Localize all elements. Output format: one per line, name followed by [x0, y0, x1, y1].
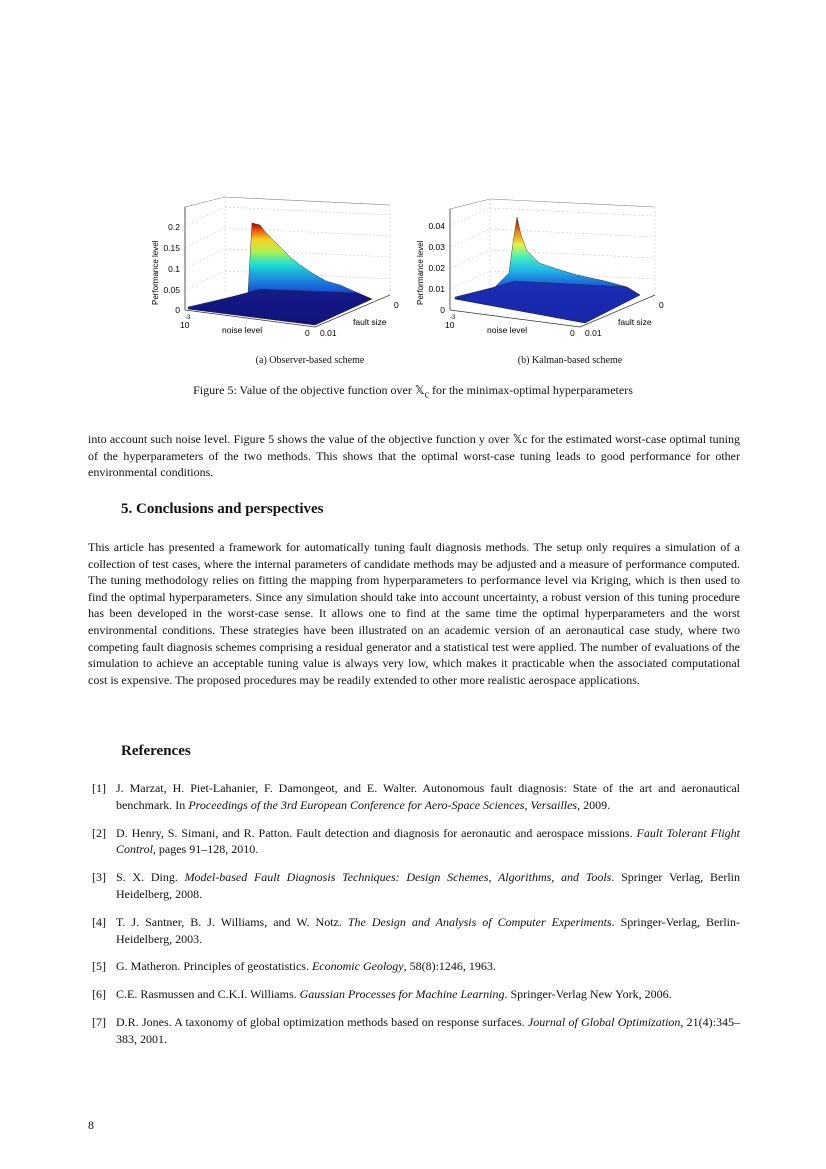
conclusion-paragraph: This article has presented a framework for automatically tuning fault diagnosis methods. The setup only requires a simulation of a collection of test cases, where the internal parameters of candidate methods may be adjusted and a measure of performance computed. The tuning methodology relies on fitting the mapping from hyperparameters to performance level via Kriging, which is then used to find the optimal hyperparameters. Since any simulation should take into account uncertainty, a robust version of this tuning procedure has been developed in the worst-case sense. It allows one to find at the same time the optimal hyperparameters and the worst environmental conditions. These strategies have been illustrated on an academic version of an aeronautical case study, where two competing fault diagnosis schemes comprising a residual generator and a statistical test were applied. The number of evaluations of the simulation to achieve an acceptable tuning value is always very low, which makes it practicable when the associated computational cost is expensive. The proposed procedures may be readily extended to other more realistic aerospace applications. — [88, 540, 740, 687]
reference-number: [1] — [92, 781, 106, 795]
panel-a-gridline — [185, 207, 225, 226]
reference-item — [92, 914, 740, 948]
reference-text: T. J. Santner, B. J. Williams, and W. Notz. — [116, 914, 348, 929]
figure-5-plots — [140, 195, 680, 375]
panel-b-xtick-exp: -3 — [450, 315, 456, 321]
reference-item — [92, 780, 740, 814]
panel-a-gridline — [225, 228, 390, 236]
references-heading: References — [121, 743, 191, 759]
figure-5 — [140, 195, 680, 375]
panel-b-xtick-right: 0 — [570, 328, 575, 338]
reference-number: [2] — [92, 825, 106, 840]
panel-a-gridline — [185, 249, 225, 268]
reference-number: [4] — [92, 914, 106, 929]
panel-a-ylabel: fault size — [353, 317, 387, 327]
panel-a-plot — [151, 197, 399, 338]
figure-caption-suffix: for the minimax-optimal hyperparameters — [428, 383, 633, 397]
panel-a-ztick: 0.05 — [163, 285, 180, 295]
reference-tail: . Springer-Verlag New York, 2006. — [504, 987, 672, 1002]
reference-text: D.R. Jones. A taxonomy of global optimization methods based on response surfaces. — [116, 1014, 528, 1029]
reference-venue: Economic Geology — [311, 959, 404, 974]
reference-venue: Proceedings of the 3rd European Conference for Aero-Space Sciences, Versailles — [188, 797, 578, 812]
section-heading: 5. Conclusions and perspectives — [121, 501, 324, 517]
page-number: 8 — [88, 1118, 94, 1132]
reference-text: J. Marzat, H. Piet-Lahanier, F. Damongeot, and E. Walter. Autonomous fault diagnosis: State of the art and aeronautical benchmark. In — [116, 781, 740, 812]
figure-caption-symbol: 𝕏 — [414, 383, 425, 397]
panel-a-xtick-right: 0 — [305, 328, 310, 338]
reference-item — [92, 869, 740, 903]
reference-text: C.E. Rasmussen and C.K.I. Williams. — [116, 987, 300, 1002]
panel-a-gridline — [185, 228, 225, 247]
reference-venue: The Design and Analysis of Computer Experiments — [347, 914, 612, 929]
subcaption-b: (b) Kalman-based scheme — [517, 355, 623, 366]
panel-a-xlabel: noise level — [222, 325, 263, 335]
reference-tail: . Springer-Verlag, Berlin-Heidelberg, 2003. — [116, 914, 740, 946]
panel-b-xlabel: noise level — [487, 325, 528, 335]
panel-a-ztick: 0.1 — [168, 264, 180, 274]
panel-b-gridline — [490, 208, 655, 216]
reference-tail: . Springer Verlag, Berlin Heidelberg, 2008. — [116, 870, 740, 901]
panel-b-gridline — [450, 208, 490, 226]
reference-tail: , pages 91–128, 2010. — [152, 842, 259, 857]
intro-paragraph: into account such noise level. Figure 5 shows the value of the objective function y over 𝕏c for the estimated worst-case optimal tuning of the hyperparameters of the two methods. This shows that the optimal worst-case tuning leads to good performance for other environmental conditions. — [88, 432, 740, 480]
reference-text: D. Henry, S. Simani, and R. Patton. Fault detection and diagnosis for aeronautic and aerospace missions. — [116, 825, 637, 840]
reference-text: G. Matheron. Principles of geostatistics. — [116, 959, 312, 974]
panel-b-ytick: 0.01 — [585, 328, 602, 338]
reference-item — [92, 986, 740, 1003]
reference-item — [92, 825, 740, 859]
panel-a-xtick-exp: -3 — [185, 315, 191, 321]
panel-a-ytick: 0 — [394, 300, 399, 310]
reference-item — [92, 1014, 740, 1048]
panel-b-zlabel: Performance level — [416, 240, 425, 305]
reference-number: [3] — [92, 870, 106, 885]
panel-b-ytick: 0 — [659, 300, 664, 310]
panel-b-ylabel: fault size — [618, 317, 652, 327]
reference-venue: Gaussian Processes for Machine Learning — [299, 987, 505, 1002]
subcaption-a: (a) Observer-based scheme — [255, 355, 365, 366]
reference-tail: , 21(4):345–383, 2001. — [116, 1014, 741, 1046]
figure-caption-prefix: Figure 5: Value of the objective function over — [193, 383, 415, 397]
panel-a-gridline — [185, 271, 225, 290]
panel-a-zlabel: Performance level — [151, 240, 160, 305]
reference-tail: , 58(8):1246, 1963. — [403, 959, 496, 974]
panel-b-ztick: 0.01 — [428, 284, 445, 294]
reference-item — [92, 958, 740, 975]
panel-b-xtick-base: 10 — [445, 320, 455, 330]
panel-a-xtick-base: 10 — [180, 320, 190, 330]
panel-a-ztick: 0.15 — [163, 243, 180, 253]
panel-a-gridline — [225, 249, 390, 257]
reference-tail: , 2009. — [577, 797, 611, 812]
panel-a-surface-base — [188, 289, 372, 325]
panel-b-gridline — [450, 271, 490, 289]
panel-b-gridline — [450, 250, 490, 268]
reference-number: [7] — [92, 1014, 106, 1029]
figure-caption-sub: c — [424, 389, 429, 401]
panel-a-ztick: 0 — [175, 305, 180, 315]
reference-venue: Model-based Fault Diagnosis Techniques: Design Schemes, Algorithms, and Tools — [184, 870, 612, 885]
references-list — [92, 780, 740, 1059]
panel-b-gridline — [450, 229, 490, 247]
panel-b-ztick: 0 — [440, 305, 445, 315]
reference-number: [5] — [92, 959, 106, 974]
reference-venue: Journal of Global Optimization — [527, 1014, 681, 1029]
panel-a-ztick: 0.2 — [168, 222, 180, 232]
panel-a-ytick: 0.01 — [320, 328, 337, 338]
reference-number: [6] — [92, 987, 106, 1002]
panel-a-gridline — [225, 207, 390, 215]
figure-caption — [88, 383, 738, 400]
panel-b-surface-base — [455, 281, 640, 323]
panel-b-ztick: 0.04 — [428, 221, 445, 231]
reference-venue: Fault Tolerant Flight Control — [116, 825, 740, 857]
panel-b-ztick: 0.03 — [428, 242, 445, 252]
panel-b-ztick: 0.02 — [428, 263, 445, 273]
reference-text: S. X. Ding. — [116, 870, 185, 885]
panel-b-plot — [416, 199, 664, 338]
